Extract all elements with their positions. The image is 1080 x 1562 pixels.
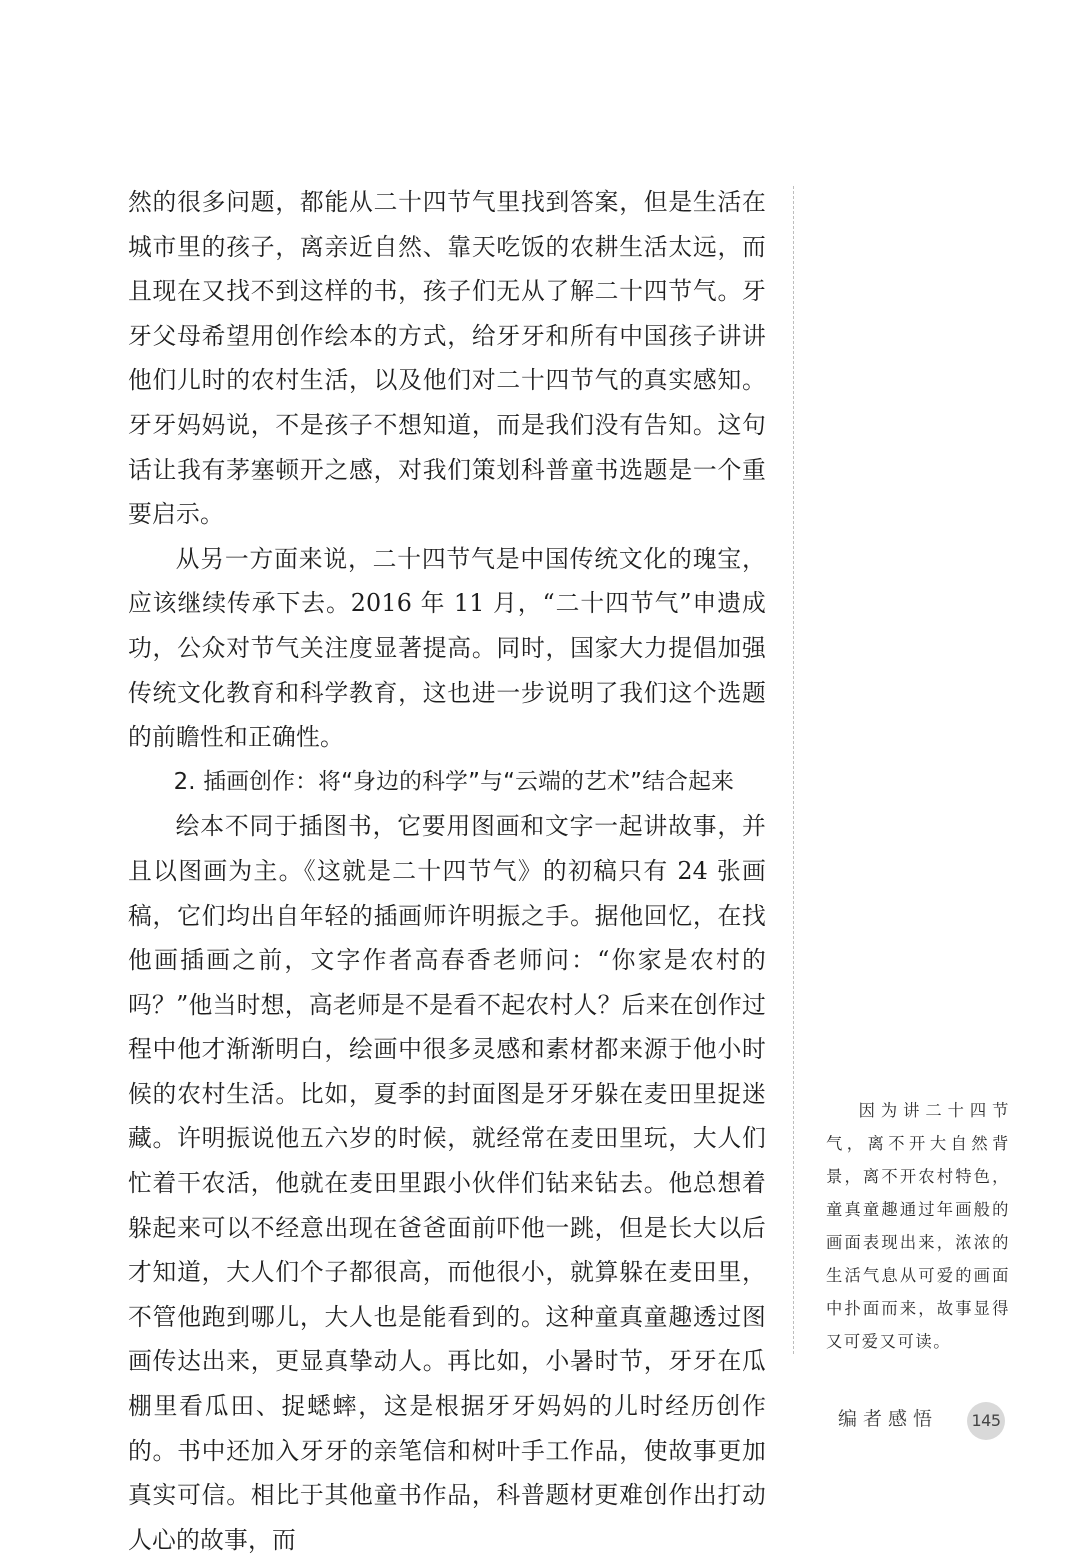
paragraph-illustration: 绘本不同于插图书，它要用图画和文字一起讲故事，并且以图画为主。《这就是二十四节气》的初稿只有 24 张画稿，它们均出自年轻的插画师许明振之手。据他回忆，在找他画插画之前，文字作者高春香老师问：“你家是农村的吗？”他当时想，高老师是不是看不起农村人？后来在创作过程中他才渐渐明白，绘画中很多灵感和素材都来源于他小时候的农村生活。比如，夏季的封面图是牙牙躲在麦田里捉迷藏。许明振说他五六岁的时候，就经常在麦田里玩，大人们忙着干农活，他就在麦田里跟小伙伴们钻来钻去。他总想着躲起来可以不经意出现在爸爸面前吓他一跳，但是长大以后才知道，大人们个子都很高，而他很小，就算躲在麦田里，不管他跑到哪儿，大人也是能看到的。这种童真童趣透过图画传达出来，更显真挚动人。再比如，小暑时节，牙牙在瓜棚里看瓜田、捉蟋蟀，这是根据牙牙妈妈的儿时经历创作的。书中还加入牙牙的亲笔信和树叶手工作品，使故事更加真实可信。相比于其他童书作品，科普题材更难创作出打动人心的故事，而 bbox=[128, 812, 766, 1554]
main-text-column bbox=[128, 180, 766, 1562]
paragraph-continued: 然的很多问题，都能从二十四节气里找到答案，但是生活在城市里的孩子，离亲近自然、靠天吃饭的农耕生活太远，而且现在又找不到这样的书，孩子们无从了解二十四节气。牙牙父母希望用创作绘本的方式，给牙牙和所有中国孩子讲讲他们儿时的农村生活，以及他们对二十四节气的真实感知。牙牙妈妈说，不是孩子不想知道，而是我们没有告知。这句话让我有茅塞顿开之感，对我们策划科普童书选题是一个重要启示。 bbox=[128, 188, 766, 529]
side-note bbox=[826, 1094, 1010, 1358]
section-subheading: 2. 插画创作：将“身边的科学”与“云端的艺术”结合起来 bbox=[173, 768, 735, 795]
footer-section-title: 编者感悟 bbox=[838, 1408, 939, 1430]
paragraph-heritage: 从另一方面来说，二十四节气是中国传统文化的瑰宝，应该继续传承下去。2016 年 11 月，“二十四节气”申遗成功，公众对节气关注度显著提高。同时，国家大力提倡加强传统文化教育和科学教育，这也进一步说明了我们这个选题的前瞻性和正确性。 bbox=[128, 544, 766, 752]
margin-divider bbox=[793, 186, 794, 1354]
page-number: 145 bbox=[967, 1402, 1005, 1440]
side-note-text: 因为讲二十四节气，离不开大自然背景，离不开农村特色，童真童趣通过年画般的画面表现出来，浓浓的生活气息从可爱的画面中扑面而来，故事显得又可爱又可读。 bbox=[826, 1101, 1010, 1351]
